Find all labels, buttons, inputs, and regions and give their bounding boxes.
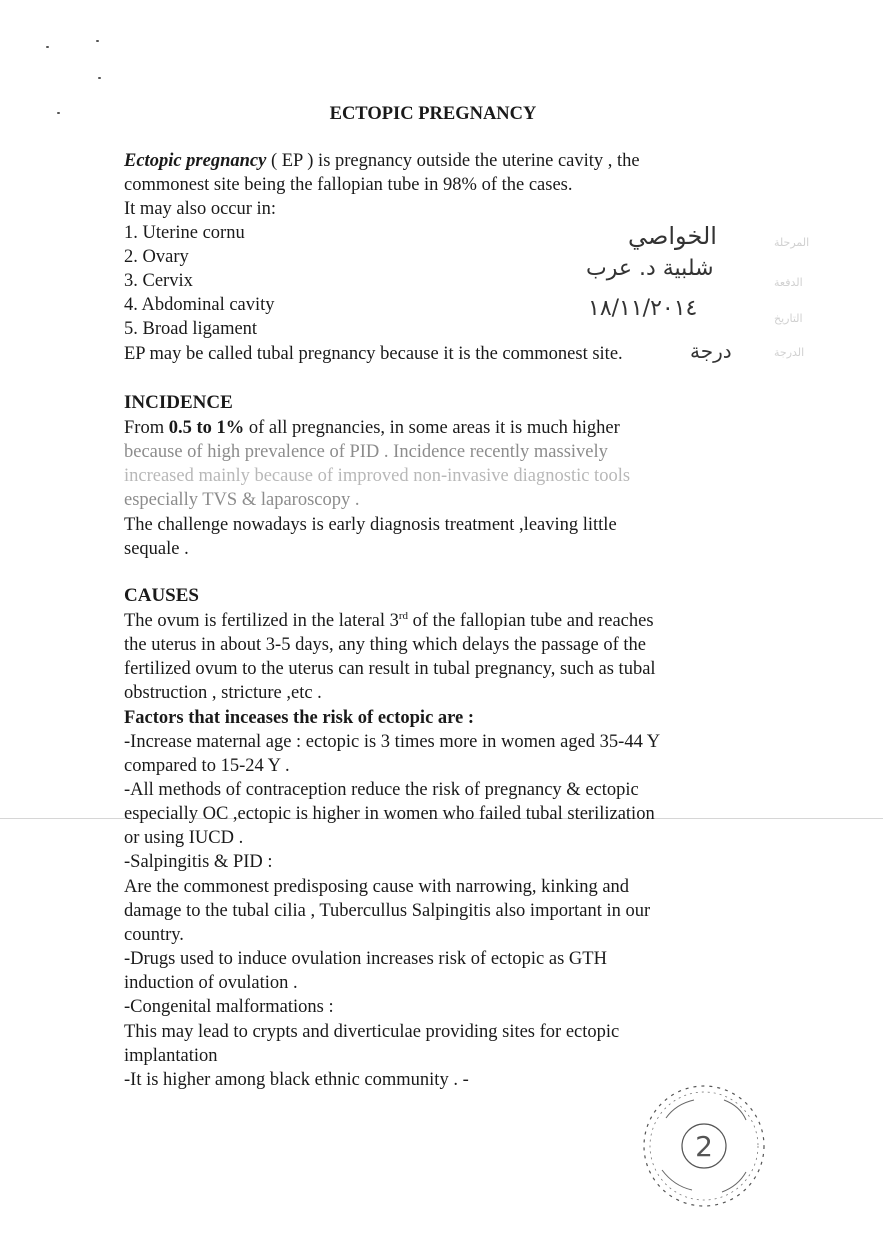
incidence-line-5: The challenge nowadays is early diagnosis treatment ,leaving little xyxy=(124,515,617,535)
causes-line-3: fertilized ovum to the uterus can result in tubal pregnancy, such as tubal xyxy=(124,659,656,679)
site-list-item: 4. Abdominal cavity xyxy=(124,295,275,315)
incidence-line-2: because of high prevalence of PID . Incidence recently massively xyxy=(124,442,608,462)
factor-line: compared to 15-24 Y . xyxy=(124,756,290,776)
factors-heading: Factors that inceases the risk of ectopic are : xyxy=(124,708,475,728)
intro-line-1: Ectopic pregnancy ( EP ) is pregnancy outside the uterine cavity , the xyxy=(124,151,640,171)
site-list-item: 1. Uterine cornu xyxy=(124,223,245,243)
factor-line: This may lead to crypts and diverticulae providing sites for ectopic xyxy=(124,1022,620,1042)
faint-label: التاريخ xyxy=(774,312,803,325)
incidence-heading: INCIDENCE xyxy=(124,392,233,413)
factor-line: -It is higher among black ethnic community . - xyxy=(124,1070,469,1090)
scan-speck xyxy=(46,46,49,48)
intro-line-2: commonest site being the fallopian tube in 98% of the cases. xyxy=(124,175,573,195)
stamp-number: 2 xyxy=(695,1130,713,1163)
handwritten-name: الخواصي xyxy=(628,222,717,250)
document-title: ECTOPIC PREGNANCY xyxy=(329,104,537,124)
incidence-rate: 0.5 to 1% xyxy=(168,418,245,438)
causes-heading: CAUSES xyxy=(124,585,199,606)
handwritten-grade: درجة xyxy=(690,339,732,363)
scan-speck xyxy=(98,77,101,79)
faint-label: الدرجة xyxy=(774,346,805,359)
factor-line: implantation xyxy=(124,1046,218,1066)
faint-label: الدفعة xyxy=(774,276,803,289)
page-number-stamp xyxy=(636,1078,772,1214)
scan-speck xyxy=(96,40,99,42)
handwritten-date: ١٨/١١/٢٠١٤ xyxy=(588,296,698,321)
factor-line: or using IUCD . xyxy=(124,828,244,848)
factor-line: -All methods of contraception reduce the risk of pregnancy & ectopic xyxy=(124,780,639,800)
factor-line: -Drugs used to induce ovulation increases risk of ectopic as GTH xyxy=(124,949,607,969)
causes-line-1: The ovum is fertilized in the lateral 3rd of the fallopian tube and reaches xyxy=(124,609,654,631)
factor-line: -Congenital malformations : xyxy=(124,997,334,1017)
incidence-line-4: especially TVS & laparoscopy . xyxy=(124,490,360,510)
incidence-line-6: sequale . xyxy=(124,539,189,559)
factor-line: -Increase maternal age : ectopic is 3 times more in women aged 35-44 Y xyxy=(124,732,661,752)
site-list-item: 2. Ovary xyxy=(124,247,189,267)
factor-line: -Salpingitis & PID : xyxy=(124,852,273,872)
causes-line-4: obstruction , stricture ,etc . xyxy=(124,683,322,703)
term-ectopic-pregnancy: Ectopic pregnancy xyxy=(124,151,267,171)
handwritten-name-2: شلبية د. عرب xyxy=(586,256,714,281)
site-list-item: 3. Cervix xyxy=(124,271,193,291)
factor-line: country. xyxy=(124,925,184,945)
incidence-line-1: From 0.5 to 1% of all pregnancies, in some areas it is much higher xyxy=(124,418,620,438)
site-list-item: 5. Broad ligament xyxy=(124,319,258,339)
faint-label: المرحلة xyxy=(774,236,810,249)
factor-line: Are the commonest predisposing cause with narrowing, kinking and xyxy=(124,877,630,897)
intro-line-3: It may also occur in: xyxy=(124,199,277,219)
factor-line: induction of ovulation . xyxy=(124,973,298,993)
factor-line: damage to the tubal cilia , Tubercullus Salpingitis also important in our xyxy=(124,901,651,921)
factor-line: especially OC ,ectopic is higher in women who failed tubal sterilization xyxy=(124,804,655,824)
causes-line-2: the uterus in about 3-5 days, any thing which delays the passage of the xyxy=(124,635,646,655)
intro-closing: EP may be called tubal pregnancy because it is the commonest site. xyxy=(124,344,623,364)
incidence-line-3: increased mainly because of improved non-invasive diagnostic tools xyxy=(124,466,631,486)
